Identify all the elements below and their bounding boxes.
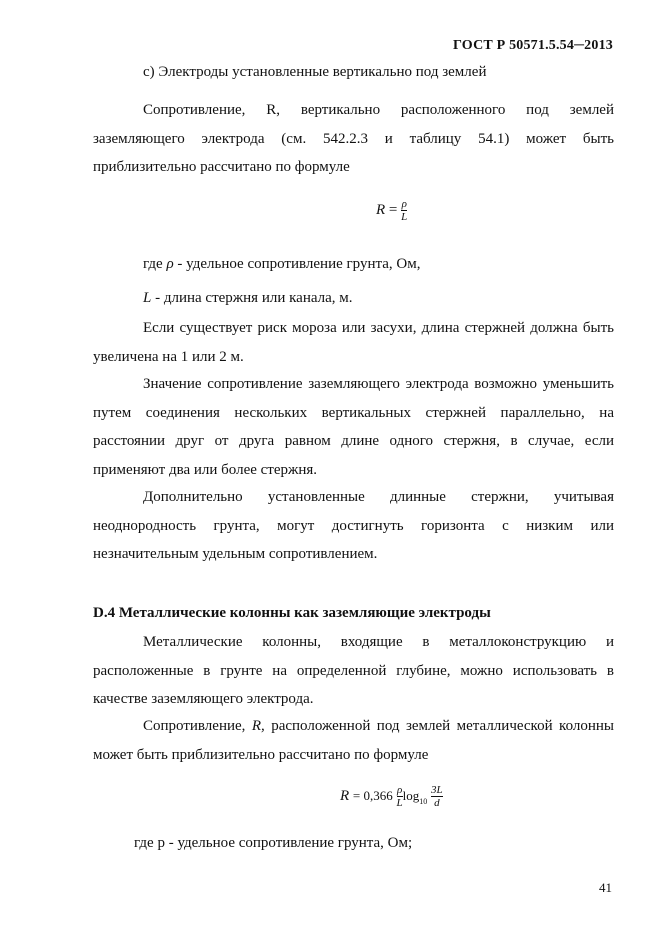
rho-definition-text: - удельное сопротивление грунта, Ом, <box>173 256 421 272</box>
formula-fraction <box>401 198 407 223</box>
page-number: 41 <box>599 880 612 895</box>
formula2-lhs: R <box>340 787 350 804</box>
paragraph-rho-definition <box>93 250 614 279</box>
formula2-denominator2: d <box>434 797 440 809</box>
paragraph-length-definition <box>93 284 614 313</box>
paragraph-resistance-vertical: Сопротивление, R, вертикально расположенного под землей заземляющего электрода (см. 542.2.3 и таблицу 54.1) может быть приблизительно рассчитано по формуле <box>93 102 614 175</box>
formula2-log: log <box>402 787 420 803</box>
section-heading-d4: D.4 Металлические колонны как заземляющие электроды <box>93 605 491 621</box>
r-variable: R, <box>251 718 265 734</box>
paragraph-metal-columns: Металлические колонны, входящие в металлоконструкцию и расположенные в грунте на определенной глубине, можно использовать в качестве заземляющего электрода. <box>93 634 614 707</box>
column-resistance-start: Сопротивление, <box>143 718 252 734</box>
formula-eq: = <box>388 201 398 218</box>
length-variable: L <box>143 290 152 306</box>
paragraph-long-rods: Дополнительно установленные длинные стержни, учитывая неоднородность грунта, могут достигнуть горизонта с низким или незначительным удельным сопротивлением. <box>93 489 614 562</box>
paragraph-column-resistance <box>93 712 614 769</box>
formula2-eq: = 0,366 <box>352 787 393 803</box>
formula2-numerator2: 3L <box>431 784 443 796</box>
formula-denominator: L <box>401 211 408 223</box>
formula-lhs: R <box>376 201 386 218</box>
column-resistance-rest: расположенной под землей металлической колонны может быть приблизительно рассчитано по формуле <box>93 718 614 763</box>
paragraph-rho-definition-2: где р - удельное сопротивление грунта, Ом; <box>134 835 413 851</box>
length-definition-text: - длина стержня или канала, м. <box>151 290 353 306</box>
formula2-log-base: 10 <box>419 796 428 806</box>
formula-vertical-electrode <box>376 198 407 223</box>
formula-metal-column <box>340 784 443 809</box>
formula2-denominator: L <box>396 797 403 809</box>
paragraph-reduce-resistance: Значение сопротивление заземляющего электрода возможно уменьшить путем соединения нескольких вертикальных стержней параллельно, на расстоянии друг от друга равном длине одного стержня, в случае, если применяют два или более стержня. <box>93 376 614 478</box>
formula-numerator: ρ <box>401 198 407 210</box>
paragraph-frost-risk: Если существует риск мороза или засухи, длина стержней должна быть увеличена на 1 или 2 м. <box>93 320 614 365</box>
paragraph-electrodes-vertical: c) Электроды установленные вертикально под землей <box>143 64 487 80</box>
rho-variable: ρ <box>166 256 174 272</box>
formula2-numerator: ρ <box>396 784 403 796</box>
formula2-fraction-3l-d <box>431 784 443 809</box>
where-prefix: где <box>143 256 167 272</box>
standard-header: ГОСТ Р 50571.5.54─2013 <box>453 38 613 53</box>
